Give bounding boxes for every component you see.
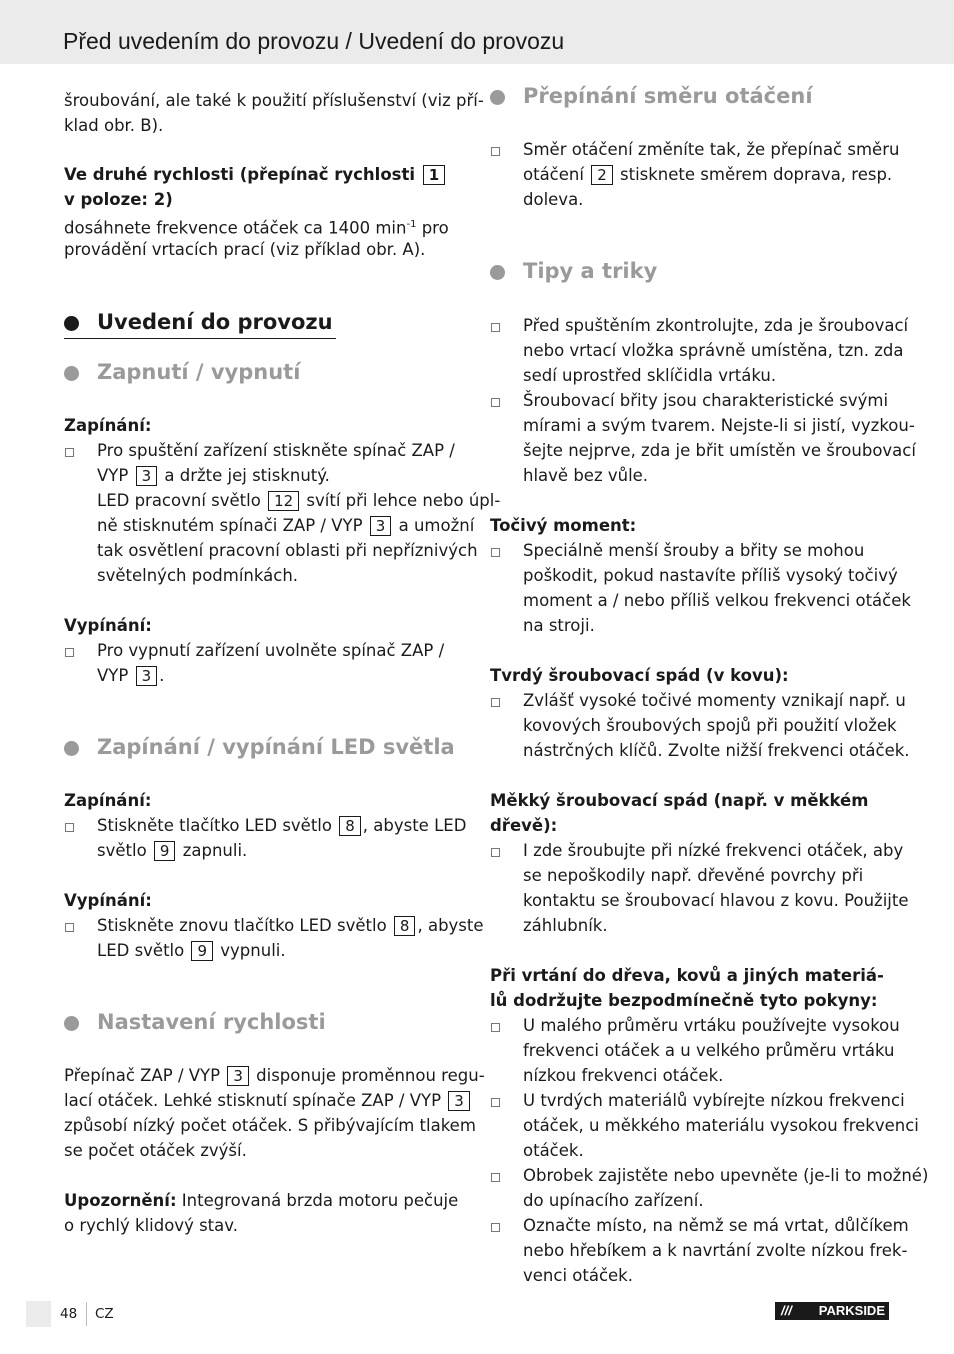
- label-drill: Při vrtání do dřeva, kovů a jiných materiá-: [490, 966, 884, 985]
- label-on: Zapínání:: [64, 791, 152, 810]
- list-item-text: U malého průměru vrtáku používejte vysokou: [523, 1016, 900, 1035]
- list-item-text: Šroubovací břity jsou charakteristické svými: [523, 391, 889, 410]
- footer-divider: [86, 1302, 87, 1326]
- page-title: Před uvedením do provozu / Uvedení do provozu: [63, 28, 565, 54]
- label-on: Zapínání:: [64, 416, 152, 435]
- list-bullet-icon: [491, 398, 500, 407]
- list-item-text: do upínacího zařízení.: [523, 1191, 704, 1210]
- list-item-text: nástrčných klíčů. Zvolte nižší frekvenci otáček.: [523, 741, 910, 760]
- list-item-text: VYP 3 a držte jej stisknutý.: [97, 466, 330, 485]
- speed-text: se počet otáček zvýší.: [64, 1141, 247, 1160]
- list-item-text: Speciálně menší šrouby a břity se mohou: [523, 541, 865, 560]
- list-bullet-icon: [491, 1098, 500, 1107]
- list-item-text: Obrobek zajistěte nebo upevněte (je-li to možné): [523, 1166, 929, 1185]
- list-bullet-icon: [491, 548, 500, 557]
- speed-text: Přepínač ZAP / VYP 3 disponuje proměnnou regu-: [64, 1066, 485, 1085]
- speed2-heading: Ve druhé rychlosti (přepínač rychlosti 1: [64, 162, 447, 187]
- logo-stripes-icon: ///: [781, 1303, 792, 1318]
- list-item-text: moment a / nebo příliš velkou frekvenci otáček: [523, 591, 911, 610]
- list-item-text: Pro vypnutí zařízení uvolněte spínač ZAP /: [97, 641, 445, 660]
- label-off: Vypínání:: [64, 891, 152, 910]
- list-item-text: frekvenci otáček a u velkého průměru vrtáku: [523, 1041, 895, 1060]
- brand-name: PARKSIDE: [818, 1303, 885, 1318]
- note-text: o rychlý klidový stav.: [64, 1216, 238, 1235]
- subsection-title: Zapnutí / vypnutí: [97, 360, 301, 384]
- part-number-box: 9: [154, 841, 176, 861]
- list-item-text: záhlubník.: [523, 916, 608, 935]
- list-item-text: poškodit, pokud nastavíte příliš vysoký točivý: [523, 566, 898, 585]
- label-soft: Měkký šroubovací spád (např. v měkkém: [490, 791, 869, 810]
- list-item-text: Stiskněte znovu tlačítko LED světlo 8 , abyste: [97, 916, 484, 935]
- list-item-text: LED pracovní světlo 12 svítí při lehce nebo úpl-: [97, 491, 501, 510]
- brand-logo: [775, 1302, 889, 1320]
- list-bullet-icon: [65, 823, 74, 832]
- section-title: Uvedení do provozu: [97, 310, 333, 334]
- list-item-text: U tvrdých materiálů vybírejte nízkou frekvenci: [523, 1091, 905, 1110]
- list-item-text: VYP 3 .: [97, 666, 165, 685]
- list-item-text: na stroji.: [523, 616, 595, 635]
- list-item-text: kontaktu se šroubovací hlavou z kovu. Použijte: [523, 891, 909, 910]
- page-header: [0, 0, 954, 64]
- speed2-heading: v poloze: 2): [64, 190, 173, 209]
- list-item-text: sedí uprostřed sklíčidla vrtáku.: [523, 366, 777, 385]
- section-bullet-icon: [64, 316, 79, 331]
- list-item-text: světelných podmínkách.: [97, 566, 299, 585]
- list-item-text: nebo vrtací vložka správně umístěna, tzn. zda: [523, 341, 904, 360]
- subsection-title: Tipy a triky: [523, 259, 658, 283]
- part-number-box: 3: [227, 1066, 249, 1086]
- list-item-text: ně stisknutém spínači ZAP / VYP 3 a umožní: [97, 516, 475, 535]
- part-number-box: 12: [268, 491, 299, 511]
- list-item-text: Označte místo, na němž se má vrtat, důlčíkem: [523, 1216, 909, 1235]
- page-number: 48: [60, 1306, 78, 1322]
- list-item-text: otáček, u měkkého materiálu vysokou frekvenci: [523, 1116, 919, 1135]
- list-bullet-icon: [491, 1223, 500, 1232]
- list-bullet-icon: [491, 1173, 500, 1182]
- list-bullet-icon: [491, 698, 500, 707]
- list-item-text: se nepoškodily např. dřevěné povrchy při: [523, 866, 864, 885]
- list-item-text: doleva.: [523, 190, 584, 209]
- part-number-box: 2: [591, 165, 613, 185]
- list-item-text: Směr otáčení změníte tak, že přepínač směru: [523, 140, 900, 159]
- list-bullet-icon: [65, 648, 74, 657]
- list-item-text: kovových šroubových spojů při použití vložek: [523, 716, 897, 735]
- list-item-text: nebo hřebíkem a k navrtání zvolte nízkou frek-: [523, 1241, 908, 1260]
- part-number-box: 3: [136, 466, 158, 486]
- list-item-text: tak osvětlení pracovní oblasti při nepříznivých: [97, 541, 478, 560]
- section-bullet-icon: [64, 366, 79, 381]
- section-bullet-icon: [64, 1016, 79, 1031]
- part-number-box: 9: [191, 941, 213, 961]
- label-hard: Tvrdý šroubovací spád (v kovu):: [490, 666, 789, 685]
- list-bullet-icon: [491, 147, 500, 156]
- list-item-text: otáčení 2 stisknete směrem doprava, resp.: [523, 165, 893, 184]
- label-drill: lů dodržujte bezpodmínečně tyto pokyny:: [490, 991, 878, 1010]
- list-item-text: šejte nejprve, zda je břit umístěn ve šroubovací: [523, 441, 916, 460]
- footer-marker: [26, 1301, 51, 1327]
- list-item-text: otáček.: [523, 1141, 584, 1160]
- note-text: Upozornění: Integrovaná brzda motoru pečuje: [64, 1191, 459, 1210]
- intro-line: šroubování, ale také k použití příslušenství (viz pří-: [64, 91, 484, 110]
- section-bullet-icon: [64, 741, 79, 756]
- list-item-text: světlo 9 zapnuli.: [97, 841, 248, 860]
- list-item-text: hlavě bez vůle.: [523, 466, 649, 485]
- list-item-text: venci otáček.: [523, 1266, 633, 1285]
- list-item-text: I zde šroubujte při nízké frekvenci otáček, aby: [523, 841, 904, 860]
- intro-line: klad obr. B).: [64, 116, 164, 135]
- list-item-text: Stiskněte tlačítko LED světlo 8 , abyste LED: [97, 816, 467, 835]
- part-number-box: 3: [448, 1091, 470, 1111]
- list-bullet-icon: [491, 1023, 500, 1032]
- language-code: CZ: [95, 1306, 114, 1322]
- list-item-text: mírami a svým tvarem. Nejste-li si jistí, vyzkou-: [523, 416, 915, 435]
- speed-text: způsobí nízký počet otáček. S přibývajícím tlakem: [64, 1116, 476, 1135]
- list-bullet-icon: [65, 923, 74, 932]
- speed2-text: provádění vrtacích prací (viz příklad obr. A).: [64, 240, 426, 259]
- section-underline: [64, 338, 336, 339]
- part-number-box: 8: [394, 916, 416, 936]
- subsection-title: Zapínání / vypínání LED světla: [97, 735, 455, 759]
- label-soft: dřevě):: [490, 816, 558, 835]
- list-item-text: nízkou frekvenci otáček.: [523, 1066, 724, 1085]
- speed-text: lací otáček. Lehké stisknutí spínače ZAP / VYP 3: [64, 1088, 472, 1113]
- list-bullet-icon: [491, 323, 500, 332]
- label-torque: Točivý moment:: [490, 516, 637, 535]
- list-item-text: Pro spuštění zařízení stiskněte spínač ZAP /: [97, 441, 455, 460]
- list-item-text: Zvlášť vysoké točivé momenty vznikají např. u: [523, 691, 906, 710]
- section-bullet-icon: [490, 90, 505, 105]
- list-item-text: LED světlo 9 vypnuli.: [97, 941, 286, 960]
- part-number-box: 3: [136, 666, 158, 686]
- speed2-text: dosáhnete frekvence otáček ca 1400 $\min^{-1}$ pro: [64, 218, 449, 238]
- list-bullet-icon: [491, 848, 500, 857]
- list-bullet-icon: [65, 448, 74, 457]
- part-number-box: 1: [423, 165, 445, 185]
- subsection-title: Nastavení rychlosti: [97, 1010, 326, 1034]
- part-number-box: 8: [339, 816, 361, 836]
- list-item-text: Před spuštěním zkontrolujte, zda je šroubovací: [523, 316, 909, 335]
- section-bullet-icon: [490, 265, 505, 280]
- label-off: Vypínání:: [64, 616, 152, 635]
- part-number-box: 3: [370, 516, 392, 536]
- subsection-title: Přepínání směru otáčení: [523, 84, 813, 108]
